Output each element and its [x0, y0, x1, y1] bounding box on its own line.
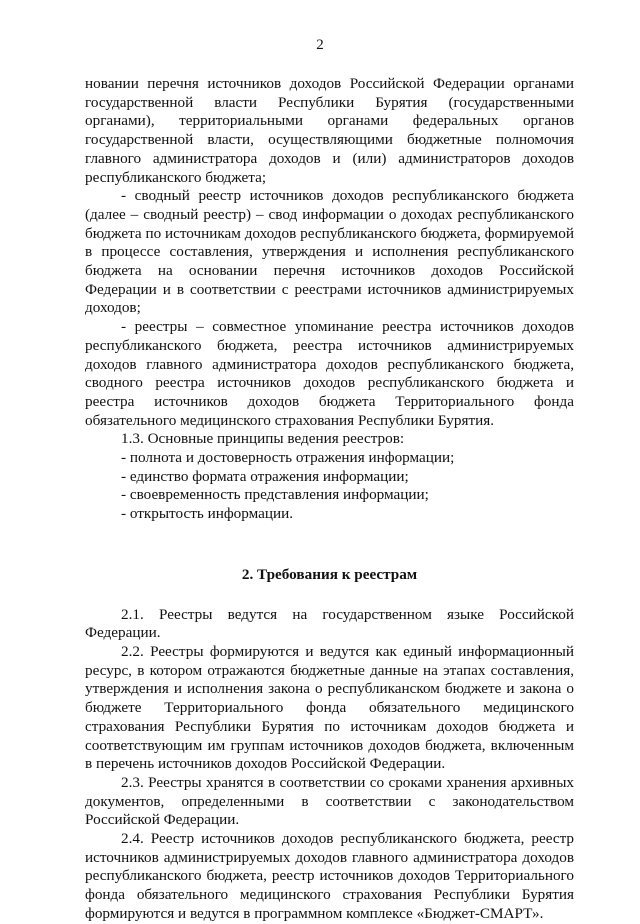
section2-paragraph-2-1: 2.1. Реестры ведутся на государственном языке Российской Федерации. — [85, 605, 574, 642]
principle-item: - открытость информации. — [121, 505, 294, 523]
definition-consolidated-registry: - сводный реестр источников доходов республиканского бюджета (далее – сводный реестр) – свод информации о доходах республиканского бюджета по источникам доходов республиканского бюджета, формируемой в процессе составления, утверждения и исполнения республиканского бюджета на основании перечня источников доходов Российской Федерации и в соответствии с реестрами источников администрируемых доходов; — [85, 187, 574, 317]
section2-paragraph-2-3: 2.3. Реестры хранятся в соответствии со сроками хранения архивных документов, определенными в соответствии с законодательством Российской Федерации. — [85, 773, 574, 829]
section2-paragraph-2-2: 2.2. Реестры формируются и ведутся как единый информационный ресурс, в котором отражаются бюджетные данные на этапах составления, утверждения и исполнения закона о республиканском бюджете и закона о бюджете Территориального фонда обязательного медицинского страхования Республики Бурятия по источникам доходов бюджета и соответствующим им группам источников доходов бюджета, включенным в перечень источников доходов Российской Федерации. — [85, 642, 574, 773]
page-number: 2 — [316, 37, 324, 53]
section2-paragraph-2-4: 2.4. Реестр источников доходов республиканского бюджета, реестр источников администрируемых доходов главного администратора доходов республиканского бюджета, реестр источников доходов Территориального фонда обязательного медицинского страхования Республики Бурятия формируются и ведутся в программном комплексе «Бюджет-СМАРТ». — [85, 830, 574, 922]
section2-heading: 2. Требования к реестрам — [241, 565, 418, 583]
definition-registries: - реестры – совместное упоминание реестра источников доходов республиканского бюджета, реестра источников администрируемых доходов главного администратора доходов республиканского бюджета, сводного реестра источников доходов республиканского бюджета и реестра источников доходов бюджета Территориального фонда обязательного медицинского страхования Республики Бурятия. — [85, 318, 574, 429]
principles-title: 1.3. Основные принципы ведения реестров: — [121, 430, 405, 448]
section1-continuation-paragraph: новании перечня источников доходов Российской Федерации органами государственной власти Республики Бурятия (государственными органами), территориальными органами федеральных органов государственной власти, осуществляющими бюджетные полномочия главного администратора доходов и (или) администраторов доходов республиканского бюджета; — [85, 75, 574, 186]
principle-item: - своевременность представления информации; — [121, 486, 429, 504]
principle-item: - полнота и достоверность отражения информации; — [121, 449, 455, 467]
document-body — [85, 75, 574, 924]
principle-item: - единство формата отражения информации; — [121, 467, 409, 485]
